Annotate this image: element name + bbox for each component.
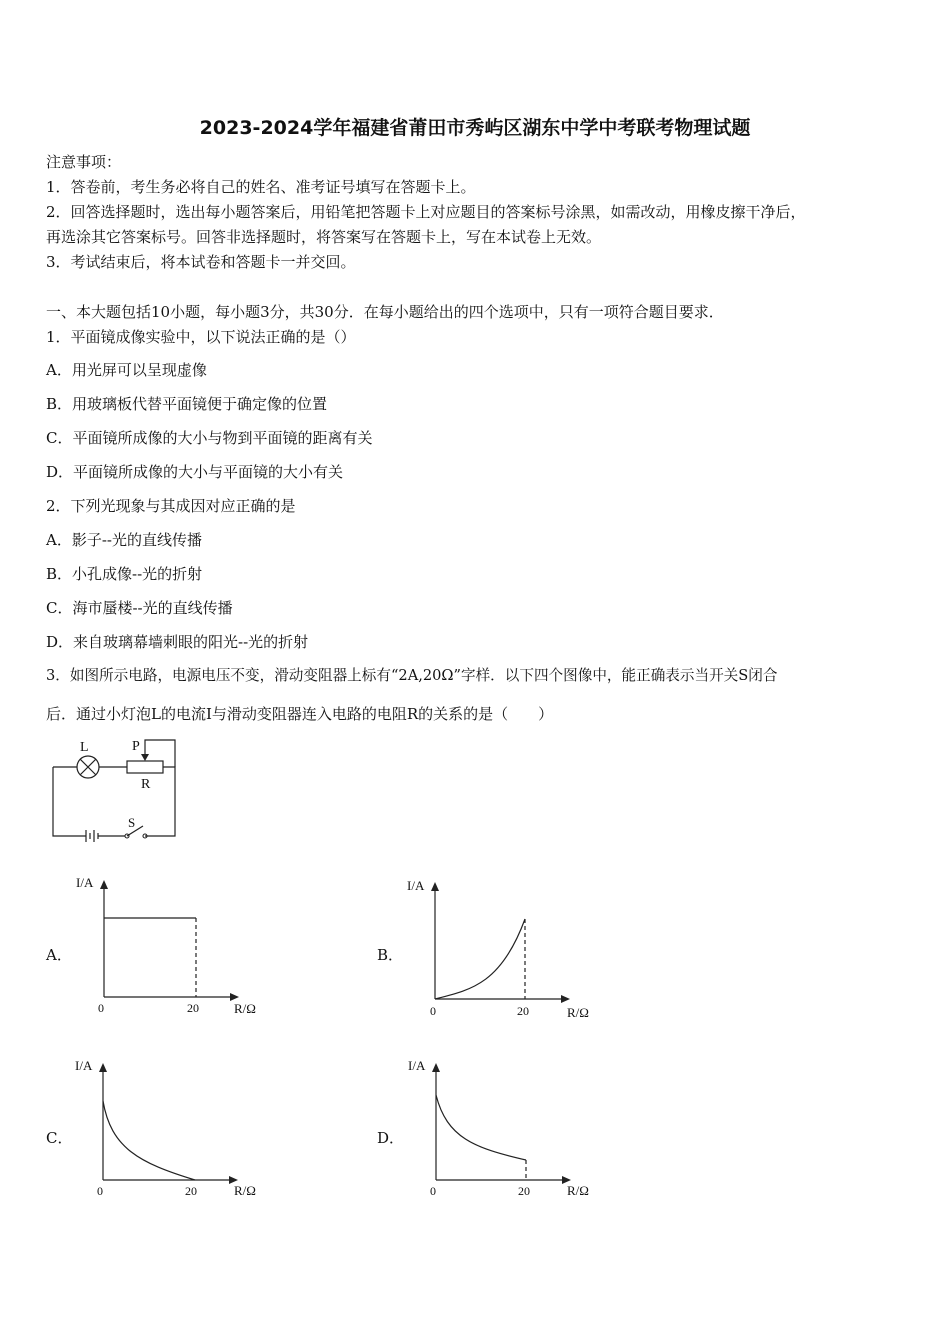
graph-c-option-label: C． bbox=[46, 1129, 73, 1147]
question-1-option-a: A．用光屏可以呈现虚像 bbox=[46, 361, 207, 379]
notice-item: 1．答卷前，考生务必将自己的姓名、准考证号填写在答题卡上。 bbox=[46, 178, 476, 196]
circuit-diagram bbox=[40, 732, 190, 847]
notice-heading: 注意事项： bbox=[46, 153, 122, 171]
graph-b-option-label: B． bbox=[377, 946, 404, 964]
question-2-option-b: B．小孔成像--光的折射 bbox=[46, 565, 203, 583]
x-axis-arrow-icon bbox=[561, 995, 570, 1003]
y-axis-arrow-icon bbox=[100, 880, 108, 889]
question-1-option-c: C．平面镜所成像的大小与物到平面镜的距离有关 bbox=[46, 429, 373, 447]
question-2-option-d: D．来自玻璃幕墙刺眼的阳光--光的折射 bbox=[46, 633, 309, 651]
page-title: 2023-2024学年福建省莆田市秀屿区湖东中学中考联考物理试题 bbox=[199, 117, 751, 139]
y-axis-label: I/A bbox=[76, 875, 94, 890]
graph-d-option-label: D． bbox=[377, 1129, 405, 1147]
x-axis-arrow-icon bbox=[230, 993, 239, 1001]
x-tick-label: 20 bbox=[187, 1001, 199, 1015]
question-3-stem-line1: 3．如图所示电路，电源电压不变，滑动变阻器上标有“2A,20Ω”字样．以下四个图像中，能正确表示当开关S闭合 bbox=[46, 667, 778, 684]
switch-label: S bbox=[128, 815, 136, 830]
section-heading: 一、本大题包括10小题，每小题3分，共30分．在每小题给出的四个选项中，只有一项符合题目要求． bbox=[46, 303, 724, 321]
x-axis-label: R/Ω bbox=[234, 1183, 256, 1198]
slider-label: P bbox=[132, 739, 140, 754]
notice-item: 3．考试结束后，将本试卷和答题卡一并交回。 bbox=[46, 253, 356, 271]
graph-c bbox=[69, 1053, 269, 1203]
question-1-stem: 1．平面镜成像实验中，以下说法正确的是（） bbox=[46, 328, 356, 346]
origin-label: 0 bbox=[430, 1004, 436, 1018]
notice-item: 2．回答选择题时，选出每小题答案后，用铅笔把答题卡上对应题目的答案标号涂黑，如需改动，用橡皮擦干净后， bbox=[46, 203, 806, 221]
graph-a-option-label: A． bbox=[46, 946, 72, 964]
resistor-label: R bbox=[141, 777, 151, 792]
x-axis-label: R/Ω bbox=[567, 1005, 589, 1020]
slider-arrow-icon bbox=[141, 754, 149, 761]
graph-b bbox=[401, 872, 601, 1024]
x-axis-label: R/Ω bbox=[234, 1001, 256, 1016]
x-tick-label: 20 bbox=[518, 1184, 530, 1198]
origin-label: 0 bbox=[97, 1184, 103, 1198]
x-axis-label: R/Ω bbox=[567, 1183, 589, 1198]
y-axis-arrow-icon bbox=[432, 1063, 440, 1072]
origin-label: 0 bbox=[430, 1184, 436, 1198]
question-2-option-c: C．海市蜃楼--光的直线传播 bbox=[46, 599, 233, 617]
y-axis-arrow-icon bbox=[99, 1063, 107, 1072]
current-curve bbox=[103, 1101, 195, 1180]
current-curve bbox=[435, 919, 525, 999]
graph-d bbox=[402, 1053, 602, 1203]
y-axis-label: I/A bbox=[408, 1058, 426, 1073]
origin-label: 0 bbox=[98, 1001, 104, 1015]
resistor-symbol bbox=[127, 761, 163, 773]
question-2-stem: 2．下列光现象与其成因对应正确的是 bbox=[46, 497, 296, 515]
y-axis-label: I/A bbox=[75, 1058, 93, 1073]
y-axis-label: I/A bbox=[407, 878, 425, 893]
x-tick-label: 20 bbox=[517, 1004, 529, 1018]
current-curve bbox=[436, 1095, 526, 1160]
y-axis-arrow-icon bbox=[431, 882, 439, 891]
x-tick-label: 20 bbox=[185, 1184, 197, 1198]
graph-a bbox=[70, 870, 270, 1020]
question-3-stem-line2: 后．通过小灯泡L的电流I与滑动变阻器连入电路的电阻R的关系的是（ ） bbox=[46, 705, 554, 723]
question-1-option-d: D．平面镜所成像的大小与平面镜的大小有关 bbox=[46, 463, 344, 481]
notice-item: 再选涂其它答案标号。回答非选择题时，将答案写在答题卡上，写在本试卷上无效。 bbox=[46, 228, 602, 246]
question-2-option-a: A．影子--光的直线传播 bbox=[46, 531, 202, 549]
lamp-label: L bbox=[80, 740, 89, 755]
battery-symbol bbox=[80, 830, 106, 842]
question-1-option-b: B．用玻璃板代替平面镜便于确定像的位置 bbox=[46, 395, 328, 413]
